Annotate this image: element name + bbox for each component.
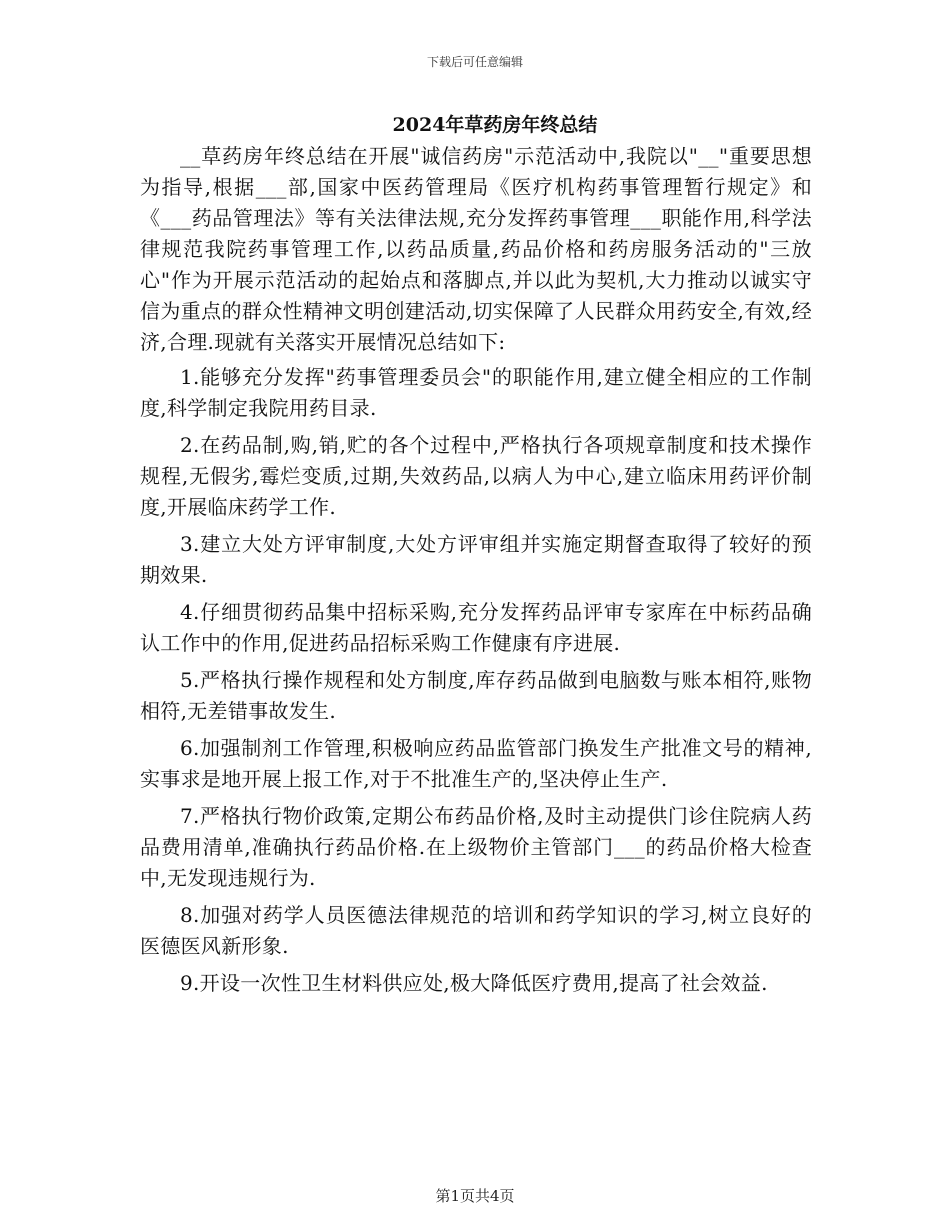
list-item-9: 9.开设一次性卫生材料供应处,极大降低医疗费用,提高了社会效益. [180,971,768,995]
page-number: 第1页共4页 [435,1187,515,1205]
list-item-5: 5.严格执行操作规程和处方制度,库存药品做到电脑数与账本相符,账物相符,无差错事故发生. [140,668,812,723]
list-item-8: 8.加强对药学人员医德法律规范的培训和药学知识的学习,树立良好的医德医风新形象. [140,903,812,958]
list-item-3: 3.建立大处方评审制度,大处方评审组并实施定期督查取得了较好的预期效果. [140,532,812,587]
document-body [140,141,812,1005]
list-item-4: 4.仔细贯彻药品集中招标采购,充分发挥药品评审专家库在中标药品确认工作中的作用,促进药品招标采购工作健康有序进展. [140,600,812,655]
list-item-2: 2.在药品制,购,销,贮的各个过程中,严格执行各项规章制度和技术操作规程,无假劣,霉烂变质,过期,失效药品,以病人为中心,建立临床用药评价制度,开展临床药学工作. [140,433,812,519]
document-title: 2024年草药房年终总结 [392,114,598,136]
list-item-1: 1.能够充分发挥"药事管理委员会"的职能作用,建立健全相应的工作制度,科学制定我院用药目录. [140,365,812,420]
intro-paragraph: __草药房年终总结在开展"诚信药房"示范活动中,我院以"__"重要思想为指导,根据___部,国家中医药管理局《医疗机构药事管理暂行规定》和《___药品管理法》等有关法律法规,充分发挥药事管理___职能作用,科学法律规范我院药事管理工作,以药品质量,药品价格和药房服务活动的"三放心"作为开展示范活动的起始点和落脚点,并以此为契机,大力推动以诚实守信为重点的群众性精神文明创建活动,切实保障了人民群众用药安全,有效,经济,合理.现就有关落实开展情况总结如下: [140,144,812,354]
list-item-6: 6.加强制剂工作管理,积极响应药品监管部门换发生产批准文号的精神,实事求是地开展上报工作,对于不批准生产的,坚决停止生产. [140,736,812,791]
list-item-7: 7.严格执行物价政策,定期公布药品价格,及时主动提供门诊住院病人药品费用清单,准确执行药品价格.在上级物价主管部门___的药品价格大检查中,无发现违规行为. [140,804,812,890]
header-note: 下载后可任意编辑 [426,55,523,69]
